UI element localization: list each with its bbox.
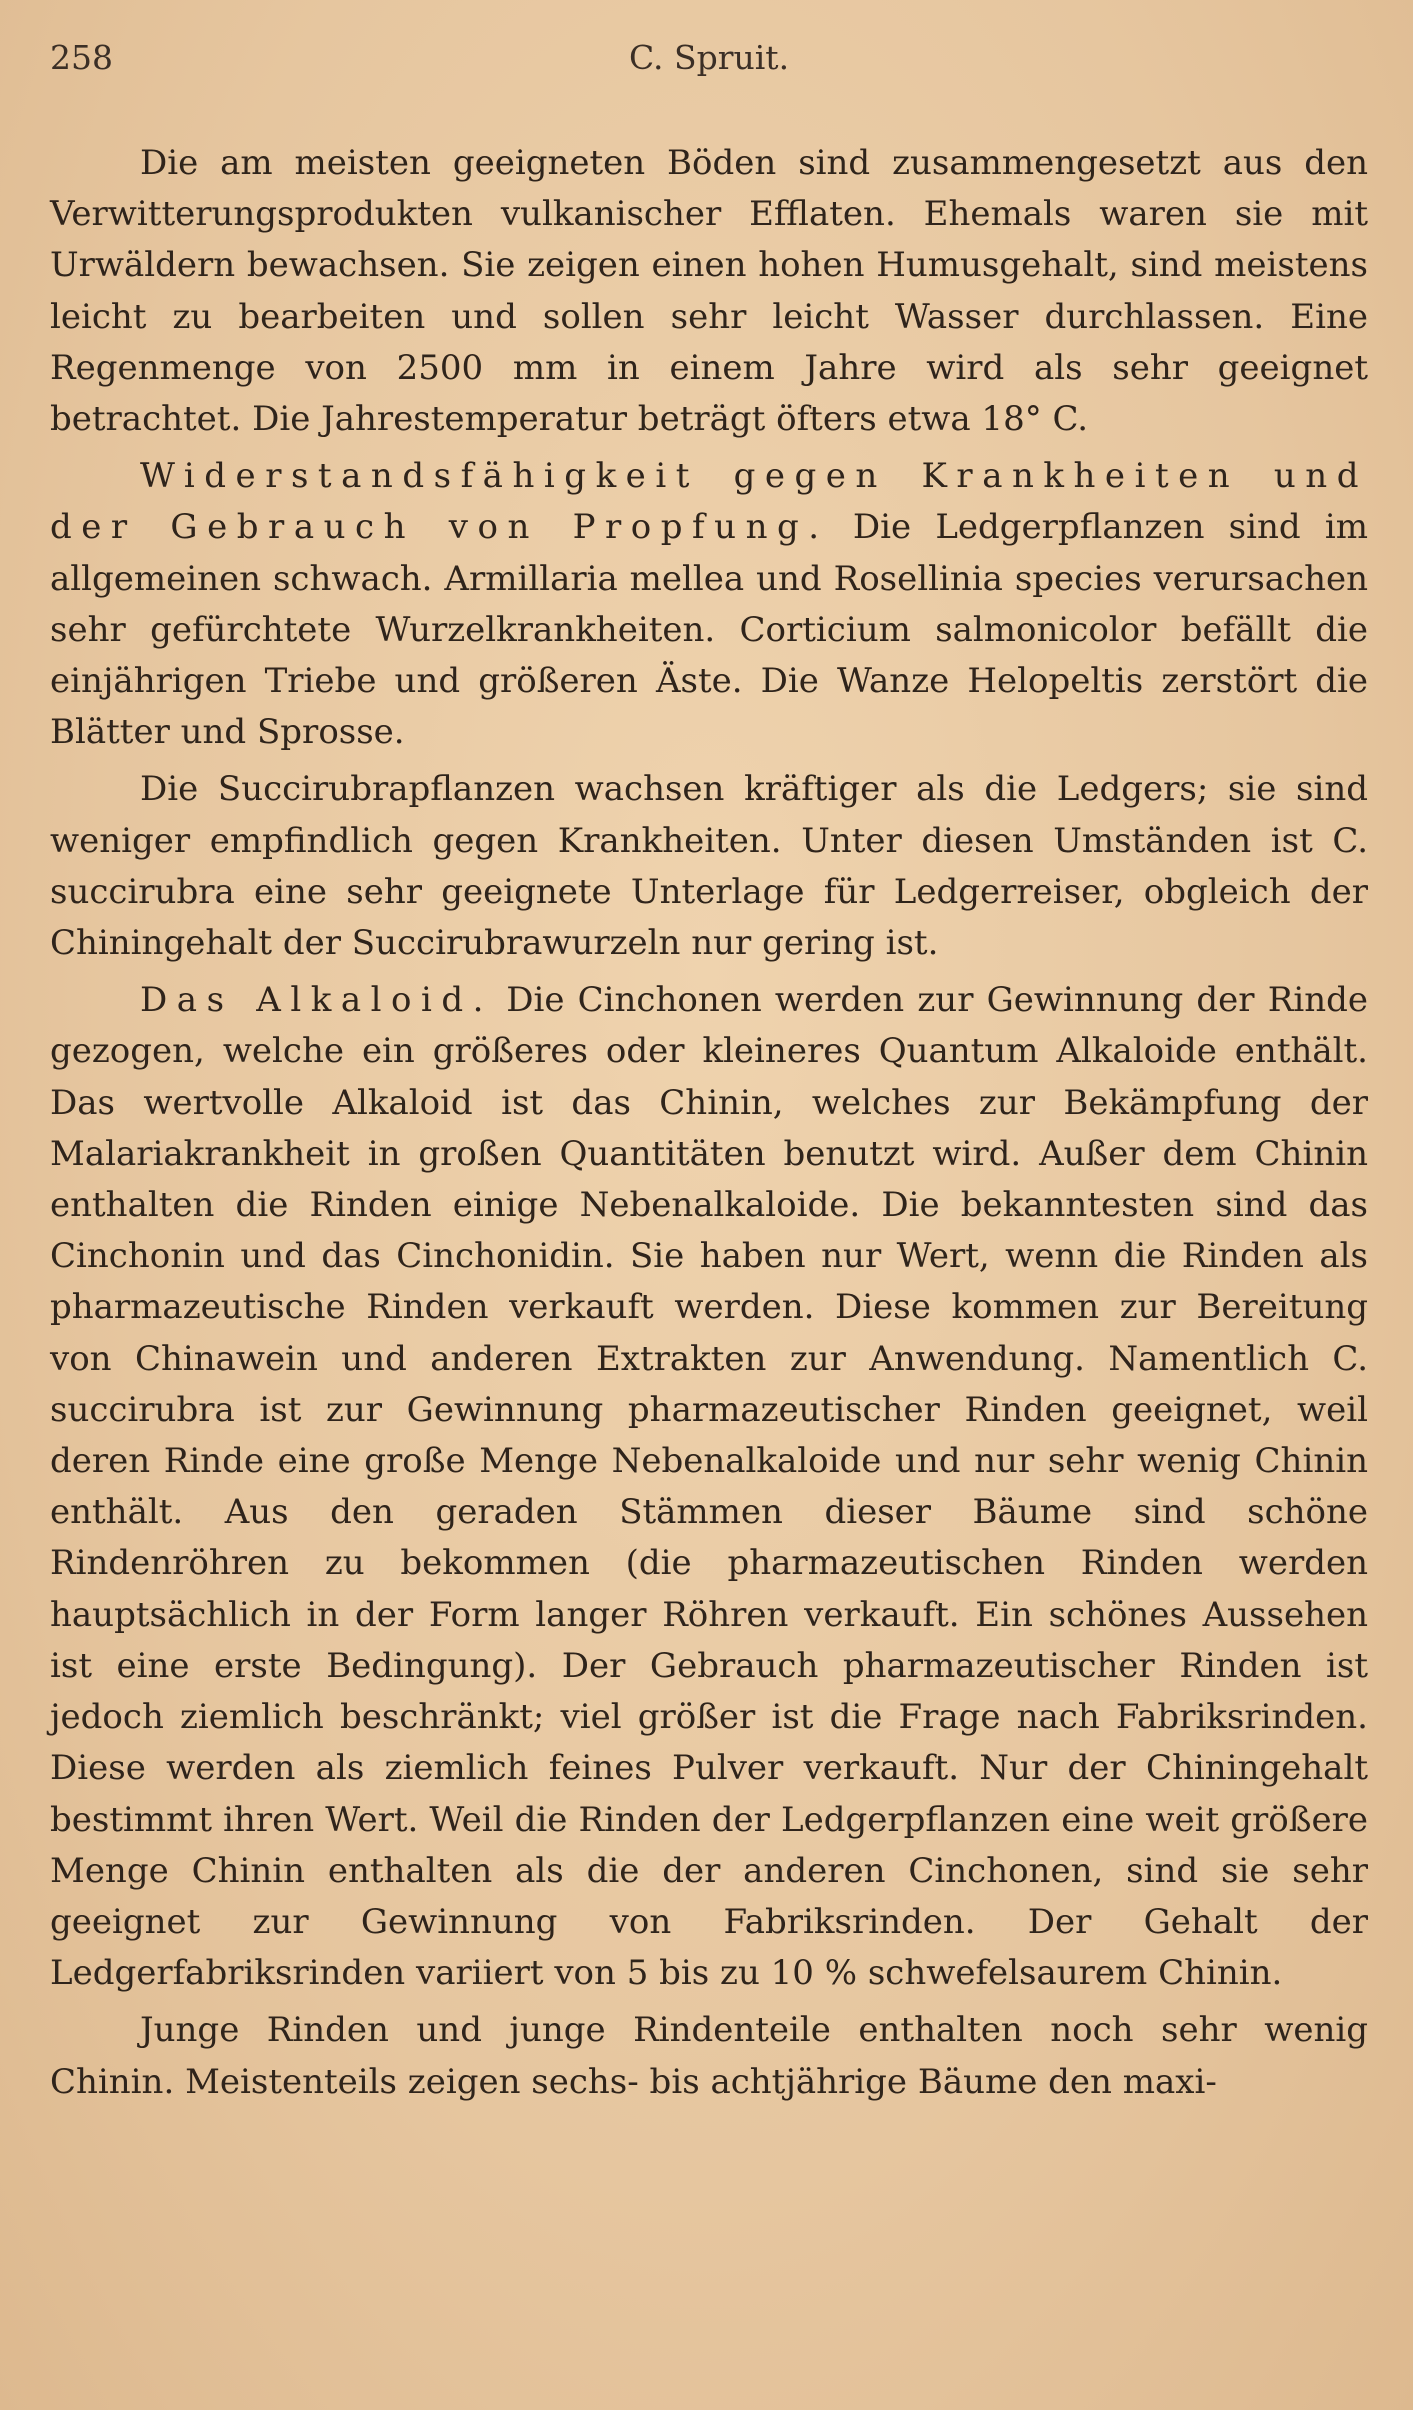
paragraph-soils	[50, 138, 1368, 445]
paragraph-text: Die Succirubrapflanzen wachsen kräftiger als die Ledgers; sie sind weniger empfindlich gegen Krankheiten. Unter diesen Umständen ist C. succirubra eine sehr geeignete Unterlage für Ledgerreiser, obgleich der Chiningehalt der Succirubrawurzeln nur gering ist.	[50, 769, 1368, 964]
section-heading: Das Alkaloid.	[140, 980, 494, 1021]
paragraph-text: Die am meisten geeigneten Böden sind zusammengesetzt aus den Verwitterungsprodukten vulkanischer Efflaten. Ehemals waren sie mit Urwäldern bewachsen. Sie zeigen einen hohen Humusgehalt, sind meistens leicht zu bearbeiten und sollen sehr leicht Wasser durchlassen. Eine Regenmenge von 2500 mm in einem Jahre wird als sehr geeignet betrachtet. Die Jahrestemperatur beträgt öfters etwa 18° C.	[50, 143, 1368, 440]
page-header	[50, 38, 1368, 98]
paragraph-text: Junge Rinden und junge Rindenteile enthalten noch sehr wenig Chinin. Meistenteils zeigen sechs- bis achtjährige Bäume den maxi-	[50, 2010, 1368, 2102]
paragraph-alkaloid	[50, 975, 1368, 1999]
book-page	[50, 38, 1368, 2114]
paragraph-disease-resistance	[50, 451, 1368, 758]
paragraph-succirubra	[50, 764, 1368, 969]
section-heading: Widerstandsfähigkeit gegen Krankheiten und der Gebrauch von Propfung.	[50, 456, 1368, 548]
paragraph-text: Die Ledgerpflanzen sind im allgemeinen schwach. Armillaria mellea und Rosellinia species verursachen sehr gefürchtete Wurzelkrankheiten. Corticium salmonicolor befällt die einjährigen Triebe und größeren Äste. Die Wanze Helopeltis zerstört die Blätter und Sprosse.	[50, 507, 1368, 753]
paragraph-text: Die Cinchonen werden zur Gewinnung der Rinde gezogen, welche ein größeres oder kleineres Quantum Alkaloide enthält. Das wertvolle Alkaloid ist das Chinin, welches zur Bekämpfung der Malariakrankheit in großen Quantitäten benutzt wird. Außer dem Chinin enthalten die Rinden einige Nebenalkaloide. Die bekanntesten sind das Cinchonin und das Cinchonidin. Sie haben nur Wert, wenn die Rinden als pharmazeutische Rinden verkauft werden. Diese kommen zur Bereitung von Chinawein und anderen Extrakten zur Anwendung. Namentlich C. succirubra ist zur Gewinnung pharmazeutischer Rinden geeignet, weil deren Rinde eine große Menge Nebenalkaloide und nur sehr wenig Chinin enthält. Aus den geraden Stämmen dieser Bäume sind schöne Rindenröhren zu bekommen (die pharmazeutischen Rinden werden hauptsächlich in der Form langer Röhren verkauft. Ein schönes Aussehen ist eine erste Bedingung). Der Gebrauch pharmazeutischer Rinden ist jedoch ziemlich beschränkt; viel größer ist die Frage nach Fabriksrinden. Diese werden als ziemlich feines Pulver verkauft. Nur der Chiningehalt bestimmt ihren Wert. Weil die Rinden der Ledgerpflanzen eine weit größere Menge Chinin enthalten als die der anderen Cinchonen, sind sie sehr geeignet zur Gewinnung von Fabriksrinden. Der Gehalt der Ledgerfabriksrinden variiert von 5 bis zu 10 % schwefelsaurem Chinin.	[50, 980, 1368, 1994]
running-head: C. Spruit.	[628, 38, 790, 77]
paragraph-young-bark	[50, 2005, 1368, 2107]
page-number: 258	[50, 38, 113, 77]
